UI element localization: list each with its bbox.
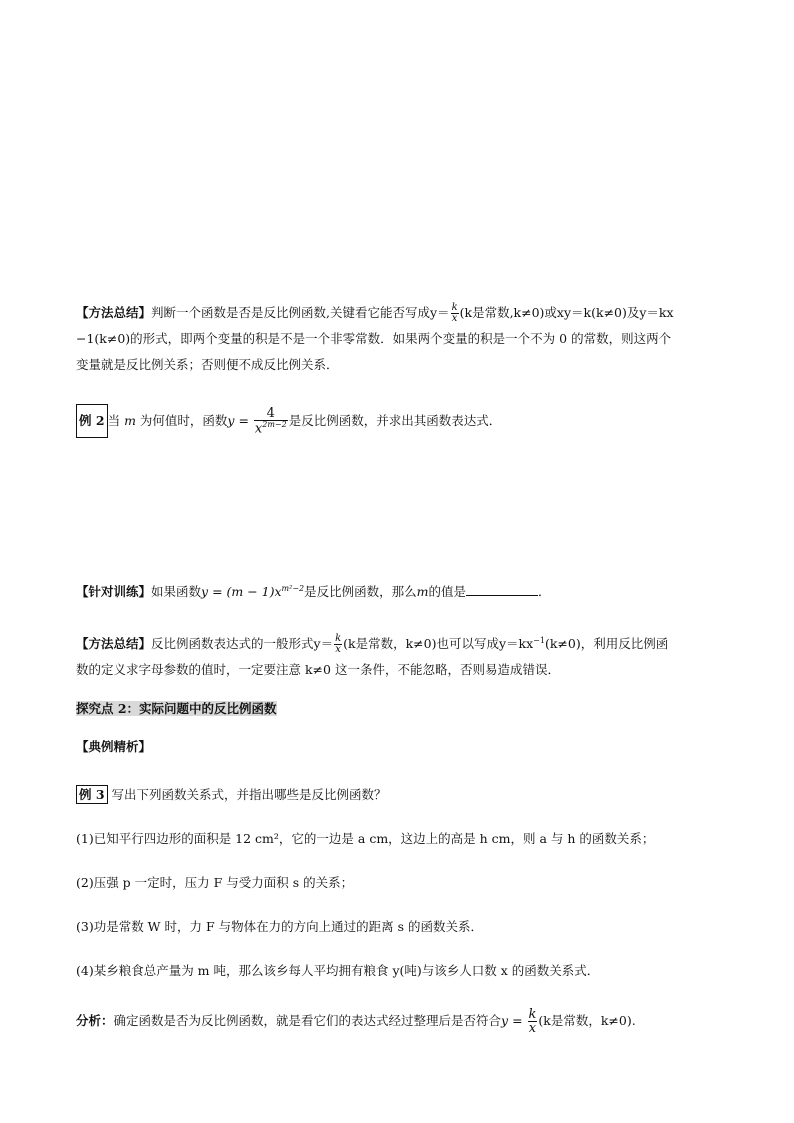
method-summary-1-line1: 【方法总结】判断一个函数是否是反比例函数,关键看它能否写成y＝ $\frac{k}{x}$ (k是常数,k≠0)或xy＝k(k≠0)及y＝kx: [76, 302, 674, 324]
fraction-k-over-x: $\frac{k}{x}$: [335, 633, 342, 656]
example-2: 例 2 当 m 为何值时，函数y = $\frac{4}{x^{2m-2}}$ 是反比例函数，并求出其函数表达式．: [76, 404, 726, 438]
analysis-heading: 分析：: [76, 1013, 114, 1028]
training-formula: y = (m − 1)x: [201, 584, 282, 600]
fraction-4-over-x-power: $\frac{4}{x^{2m-2}}$: [254, 406, 287, 437]
explore-point-2: [76, 696, 726, 722]
question-1: (1)已知平行四边形的面积是 12 cm²，它的一边是 a cm，这边上的高是 h cm，则 a 与 h 的函数关系；: [76, 831, 655, 846]
question-3: (3)功是常数 W 时，力 F 与物体在力的方向上通过的距离 s 的函数关系．: [76, 919, 483, 934]
method-summary-2-line1: 【方法总结】反比例函数表达式的一般形式y＝ $\frac{k}{x}$ (k是常数，k≠0)也可以写成$y=kx^{-1}(k\ne 0)$，利用反比例函: [76, 633, 669, 656]
analysis: 分析：确定函数是否为反比例函数，就是看它们的表达式经过整理后是否符合y = $\frac{k}{x}$ (k是常数，k≠0).: [76, 1007, 636, 1036]
training-heading: 【针对训练】: [76, 584, 152, 600]
targeted-training: 【针对训练】如果函数$y = (m - 1)x^{m^2-2}$是反比例函数，那么m的值是 ．: [76, 584, 551, 600]
method-summary-2: [76, 628, 726, 683]
method-summary-2-line2: 数的定义求字母参数的值时，一定要注意 k≠0 这一条件，不能忽略，否则易造成错误．: [76, 662, 560, 678]
method-summary-heading: 【方法总结】: [76, 305, 152, 320]
question-4: (4)某乡粮食总产量为 m 吨，那么该乡每人平均拥有粮食 y(吨)与该乡人口数 x 的函数关系式．: [76, 963, 600, 978]
example-3: 例 3 写出下列函数关系式，并指出哪些是反比例函数？: [76, 782, 726, 808]
typical-examples-heading: 【典例精析】: [76, 739, 152, 754]
method-summary-1: [76, 300, 726, 378]
answer-blank[interactable]: [466, 583, 538, 596]
section-heading: 探究点 2：实际问题中的反比例函数: [76, 701, 277, 716]
method-summary-1-line3: 变量就是反比例关系；否则便不成反比例关系．: [76, 357, 339, 372]
question-2: (2)压强 p 一定时，压力 F 与受力面积 s 的关系；: [76, 875, 354, 890]
example-3-label: 例 3: [76, 785, 108, 804]
fraction-k-over-x: $\frac{k}{x}$: [451, 302, 458, 324]
fraction-k-over-x: $\frac{k}{x}$: [528, 1007, 537, 1036]
example-2-label: 例 2: [76, 404, 108, 438]
method-summary-1-line2: −1(k≠0)的形式，即两个变量的积是不是一个非零常数．如果两个变量的积是一个不为 0 的常数，则这两个: [76, 331, 672, 346]
method-summary-heading: 【方法总结】: [76, 636, 152, 652]
